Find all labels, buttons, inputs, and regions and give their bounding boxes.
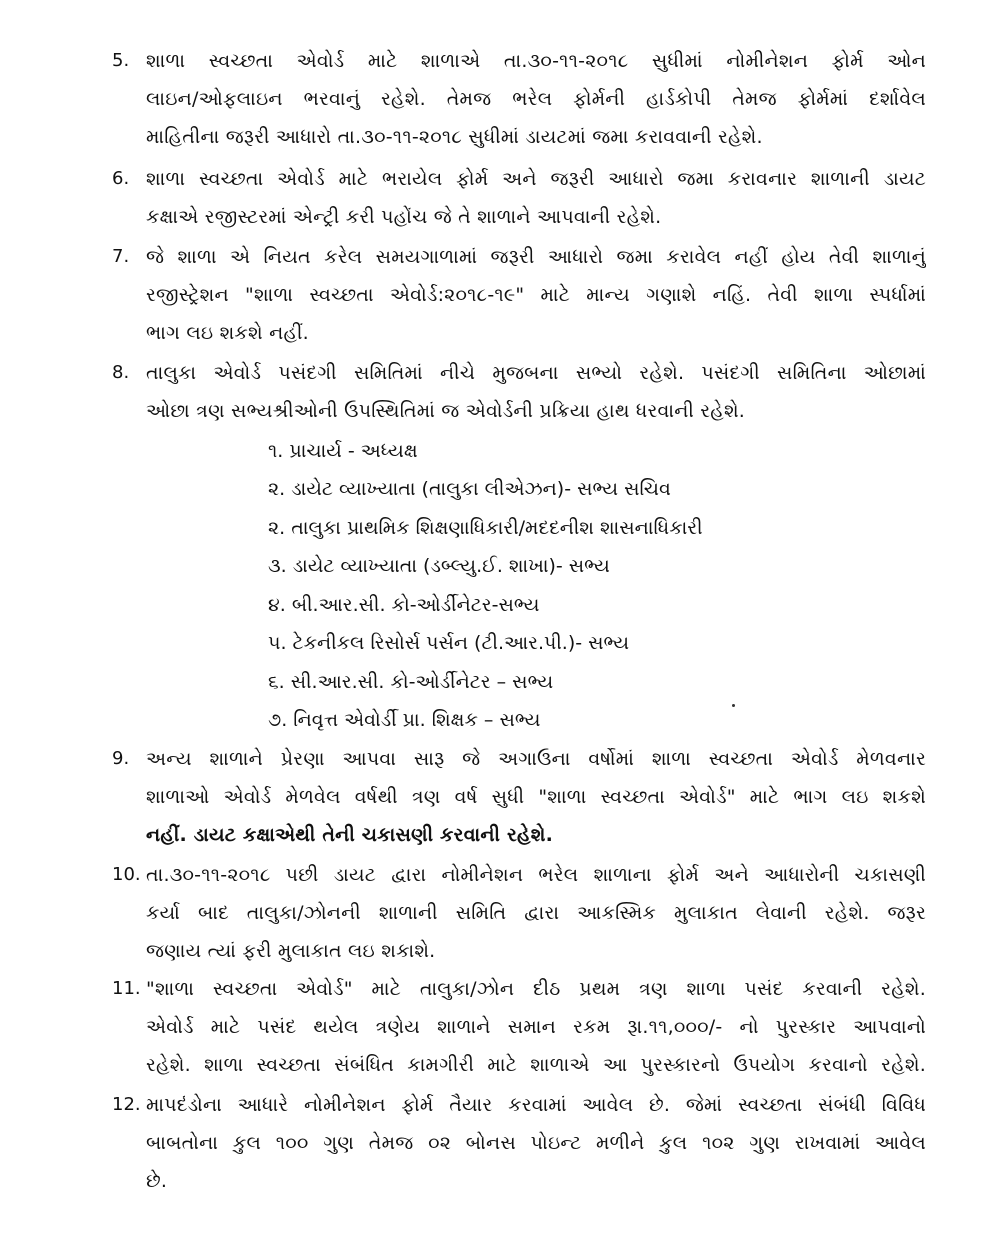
item-line: રહેશે. શાળા સ્વચ્છતા સંબંધિત કામગીરી માટે શાળાએ આ પુરસ્કારનો ઉપયોગ કરવાનો રહેશે. xyxy=(146,1054,926,1076)
item-number: 9. xyxy=(112,748,130,769)
item-line: શાળા સ્વચ્છતા એવોર્ડ માટે શાળાએ તા.૩૦-૧૧-૨૦૧૮ સુધીમાં નોમીનેશન ફોર્મ ઓન xyxy=(146,50,926,72)
item-number: 7. xyxy=(112,246,130,267)
committee-member: ૭. નિવૃત્ત એવોર્ડી પ્રા. શિક્ષક – સભ્ય xyxy=(268,709,541,731)
item-line: રજીસ્ટ્રેશન "શાળા સ્વચ્છતા એવોર્ડ:૨૦૧૮-૧૯" માટે માન્ય ગણાશે નહિં. તેવી શાળા સ્પર્ધામાં xyxy=(146,284,926,306)
committee-member: ૬. સી.આર.સી. કો-ઓર્ડીનેટર – સભ્ય xyxy=(268,671,554,693)
item-line: લાઇન/ઓફલાઇન ભરવાનું રહેશે. તેમજ ભરેલ ફોર્મની હાર્ડકોપી તેમજ ફોર્મમાં દર્શાવેલ xyxy=(146,88,926,110)
item-line: તાલુકા એવોર્ડ પસંદગી સમિતિમાં નીચે મુજબના સભ્યો રહેશે. પસંદગી સમિતિના ઓછામાં xyxy=(146,362,926,384)
item-line: એવોર્ડ માટે પસંદ થયેલ ત્રણેય શાળાને સમાન રકમ રૂા.૧૧,૦૦૦/- નો પુરસ્કાર આપવાનો xyxy=(146,1016,926,1038)
item-number: 12. xyxy=(112,1094,141,1115)
item-line: જણાય ત્યાં ફરી મુલાકાત લઇ શકાશે. xyxy=(146,940,436,962)
committee-member: ૨. ડાયેટ વ્યાખ્યાતા (તાલુકા લીએઝન)- સભ્ય સચિવ xyxy=(268,478,671,500)
item-line: તા.૩૦-૧૧-૨૦૧૮ પછી ડાયટ દ્વારા નોમીનેશન ભરેલ શાળાના ફોર્મ અને આધારોની ચકાસણી xyxy=(146,864,926,886)
item-line: અન્ય શાળાને પ્રેરણા આપવા સારૂ જે અગાઉના વર્ષોમાં શાળા સ્વચ્છતા એવોર્ડ મેળવનાર xyxy=(146,748,926,770)
committee-member: ૫. ટેકનીકલ રિસોર્સ પર્સન (ટી.આર.પી.)- સભ્ય xyxy=(268,632,630,654)
item-number: 5. xyxy=(112,50,130,71)
item-line: ઓછા ત્રણ સભ્યશ્રીઓની ઉપસ્થિતિમાં જ એવોર્ડની પ્રક્રિયા હાથ ધરવાની રહેશે. xyxy=(146,400,746,422)
item-line: ભાગ લઇ શકશે નહીં. xyxy=(146,322,309,344)
item-line: "શાળા સ્વચ્છતા એવોર્ડ" માટે તાલુકા/ઝોન દીઠ પ્રથમ ત્રણ શાળા પસંદ કરવાની રહેશે. xyxy=(146,978,926,1000)
item-line: બાબતોના કુલ ૧૦૦ ગુણ તેમજ ૦૨ બોનસ પોઇન્ટ મળીને કુલ ૧૦૨ ગુણ રાખવામાં આવેલ xyxy=(146,1132,926,1154)
committee-member: ૨. તાલુકા પ્રાથમિક શિક્ષણાધિકારી/મદદનીશ શાસનાધિકારી xyxy=(268,517,703,539)
committee-member: ૩. ડાયેટ વ્યાખ્યાતા (ડબ્લ્યુ.ઈ. શાખા)- સભ્ય xyxy=(268,555,610,577)
stray-mark xyxy=(732,704,735,707)
item-line: માહિતીના જરૂરી આધારો તા.૩૦-૧૧-૨૦૧૮ સુધીમાં ડાયટમાં જમા કરાવવાની રહેશે. xyxy=(146,126,763,148)
committee-member: ૧. પ્રાચાર્ય - અધ્યક્ષ xyxy=(268,440,418,462)
item-line: કર્યા બાદ તાલુકા/ઝોનની શાળાની સમિતિ દ્વારા આકસ્મિક મુલાકાત લેવાની રહેશે. જરૂર xyxy=(146,902,926,924)
item-number: 6. xyxy=(112,168,130,189)
item-number: 8. xyxy=(112,362,130,383)
committee-member: ૪. બી.આર.સી. કો-ઓર્ડીનેટર-સભ્ય xyxy=(268,594,540,616)
item-line: માપદંડોના આધારે નોમીનેશન ફોર્મ તૈયાર કરવામાં આવેલ છે. જેમાં સ્વચ્છતા સંબંધી વિવિધ xyxy=(146,1094,926,1116)
item-line: શાળાઓ એવોર્ડ મેળવેલ વર્ષથી ત્રણ વર્ષ સુધી "શાળા સ્વચ્છતા એવોર્ડ" માટે ભાગ લઇ શકશે xyxy=(146,786,926,808)
item-number: 10. xyxy=(112,864,141,885)
item-number: 11. xyxy=(112,978,141,999)
item-line: છે. xyxy=(146,1170,168,1192)
item-line: કક્ષાએ રજીસ્ટરમાં એન્ટ્રી કરી પહોંચ જે તે શાળાને આપવાની રહેશે. xyxy=(146,206,662,228)
item-line: નહીં. ડાયટ કક્ષાએથી તેની ચકાસણી કરવાની રહેશે. xyxy=(146,824,553,846)
item-line: શાળા સ્વચ્છતા એવોર્ડ માટે ભરાયેલ ફોર્મ અને જરૂરી આધારો જમા કરાવનાર શાળાની ડાયટ xyxy=(146,168,926,190)
item-line: જે શાળા એ નિયત કરેલ સમયગાળામાં જરૂરી આધારો જમા કરાવેલ નહીં હોય તેવી શાળાનું xyxy=(146,246,926,268)
